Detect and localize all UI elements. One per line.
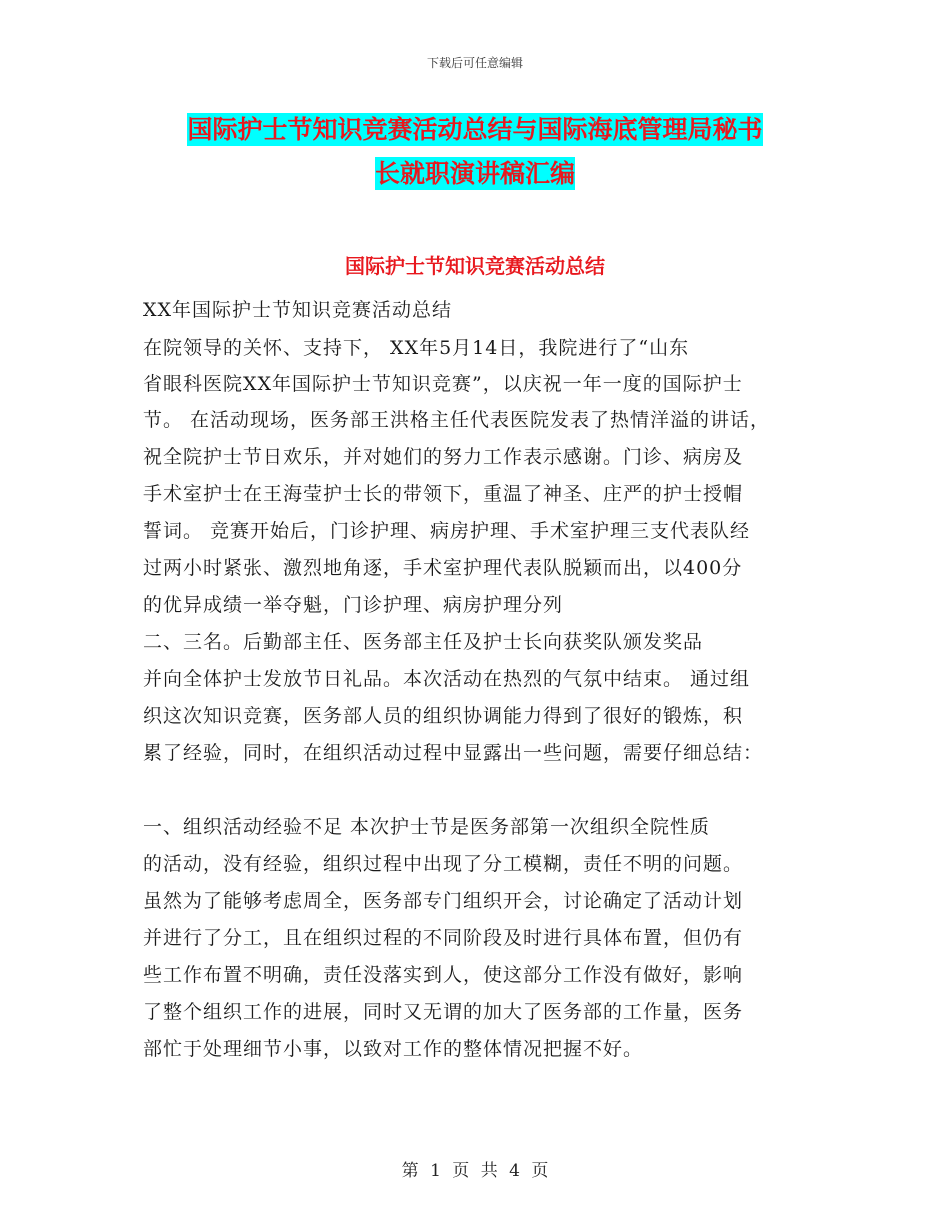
body-line: 的优异成绩一举夺魁，门诊护理、病房护理分列 xyxy=(143,594,564,616)
body-line: 二、三名。后勤部主任、医务部主任及护士长向获奖队颁发奖品 xyxy=(143,631,704,653)
document-title-text-1: 国际护士节知识竞赛活动总结与国际海底管理局秘书 xyxy=(187,115,763,144)
body-line: 虽然为了能够考虑周全，医务部专门组织开会，讨论确定了活动计划 xyxy=(143,890,744,912)
header-note: 下载后可任意编辑 xyxy=(426,56,523,70)
body-line: 些工作布置不明确，责任没落实到人，使这部分工作没有做好，影响 xyxy=(143,964,744,986)
document-title-line-2 xyxy=(0,159,950,189)
body-line: 并进行了分工，且在组织过程的不同阶段及时进行具体布置，但仍有 xyxy=(143,927,744,949)
section-title: 国际护士节知识竞赛活动总结 xyxy=(345,254,605,278)
page-number-footer: 第 1 页 共 4 页 xyxy=(401,1161,549,1181)
body-line: 在院领导的关怀、支持下， XX年5月14日，我院进行了“山东 xyxy=(143,337,690,359)
body-line: 部忙于处理细节小事，以致对工作的整体情况把握不好。 xyxy=(143,1038,644,1060)
body-line: 累了经验，同时，在组织活动过程中显露出一些问题，需要仔细总结： xyxy=(143,742,764,764)
body-line: 过两小时紧张、激烈地角逐，手术室护理代表队脱颖而出，以400分 xyxy=(143,557,743,579)
document-title-line-1 xyxy=(0,115,950,145)
body-line: 一、组织活动经验不足 本次护士节是医务部第一次组织全院性质 xyxy=(143,816,711,838)
body-line: 织这次知识竞赛，医务部人员的组织协调能力得到了很好的锻炼，积 xyxy=(143,705,744,727)
body-line: 并向全体护士发放节日礼品。本次活动在热烈的气氛中结束。 通过组 xyxy=(143,668,751,690)
body-line: 祝全院护士节日欢乐，并对她们的努力工作表示感谢。门诊、病房及 xyxy=(143,446,744,468)
document-title-text-2: 长就职演讲稿汇编 xyxy=(374,159,575,188)
body-line: 的活动，没有经验，组织过程中出现了分工模糊，责任不明的问题。 xyxy=(143,853,744,875)
body-line: 省眼科医院XX年国际护士节知识竞赛”，以庆祝一年一度的国际护士 xyxy=(143,373,743,395)
body-line: 了整个组织工作的进展，同时又无谓的加大了医务部的工作量，医务 xyxy=(143,1001,744,1023)
body-line: 手术室护士在王海莹护士长的带领下，重温了神圣、庄严的护士授帽 xyxy=(143,483,744,505)
body-line: 誓词。 竞赛开始后，门诊护理、病房护理、手术室护理三支代表队经 xyxy=(143,520,751,542)
body-line: 节。 在活动现场，医务部王洪格主任代表医院发表了热情洋溢的讲话， xyxy=(143,409,771,431)
body-line: XX年国际护士节知识竞赛活动总结 xyxy=(143,299,453,321)
